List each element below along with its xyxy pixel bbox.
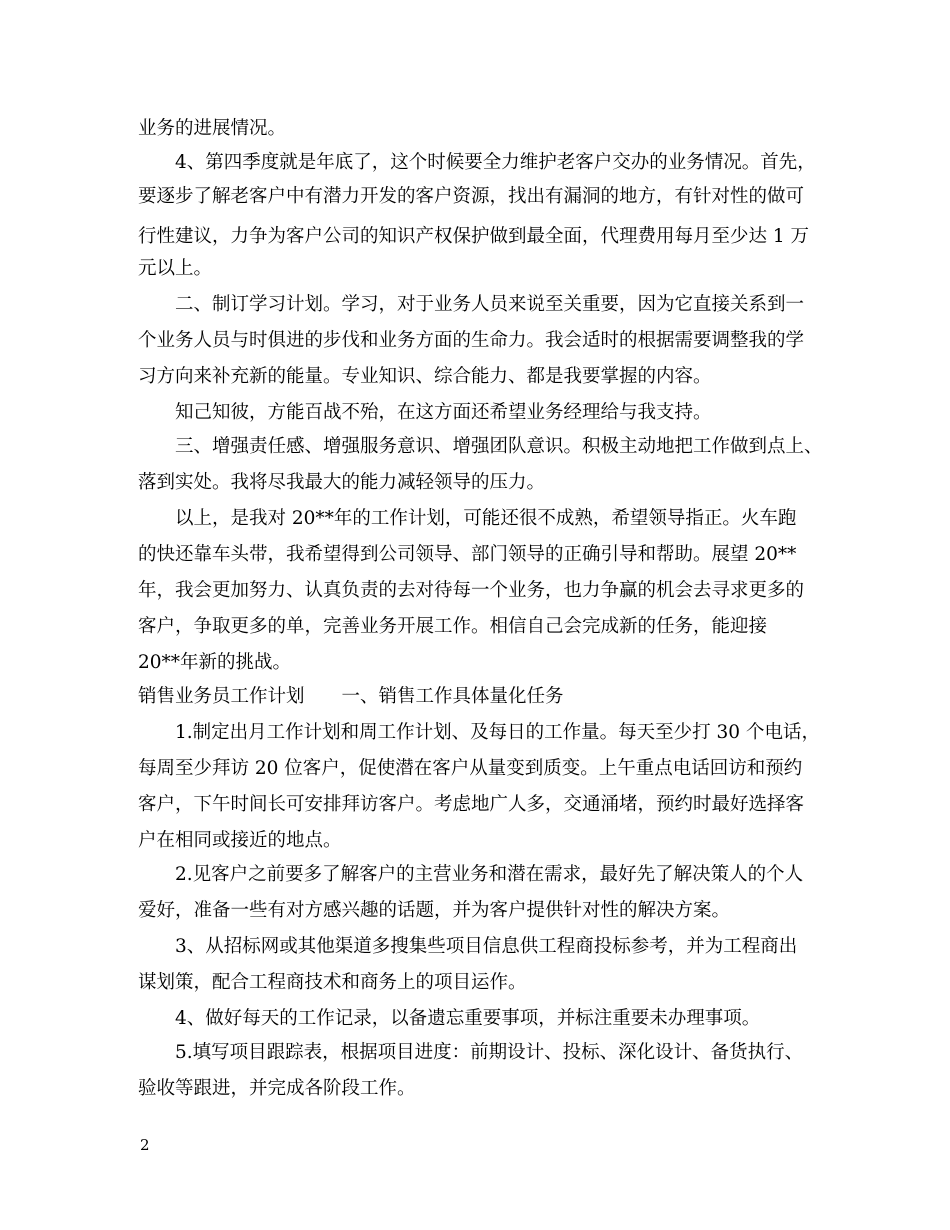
text-line: 客户，争取更多的单，完善业务开展工作。相信自己会完成新的任务，能迎接 [138, 616, 768, 637]
text-line: 习方向来补充新的能量。专业知识、综合能力、都是我要掌握的内容。 [138, 366, 712, 387]
text-line: 业务的进展情况。 [138, 118, 287, 139]
text-line: 知己知彼，方能百战不殆，在这方面还希望业务经理给与我支持。 [175, 402, 712, 423]
text-line: 谋划策，配合工程商技术和商务上的项目运作。 [138, 972, 527, 993]
text-line: 2.见客户之前要多了解客户的主营业务和潜在需求，最好先了解决策人的个人 [175, 864, 804, 885]
text-line: 年，我会更加努力、认真负责的去对待每一个业务，也力争赢的机会去寻求更多的 [138, 580, 805, 601]
text-line: 户在相同或接近的地点。 [138, 830, 342, 851]
text-line: 20**年新的挑战。 [138, 652, 292, 673]
text-line: 要逐步了解老客户中有潜力开发的客户资源，找出有漏洞的地方，有针对性的做可 [138, 186, 805, 207]
text-line: 3、从招标网或其他渠道多搜集些项目信息供工程商投标参考，并为工程商出 [175, 936, 798, 957]
text-line: 1.制定出月工作计划和周工作计划、及每日的工作量。每天至少打 30 个电话， [175, 722, 820, 743]
text-line: 二、制订学习计划。学习，对于业务人员来说至关重要，因为它直接关系到一 [175, 294, 805, 315]
text-line: 爱好，准备一些有对方感兴趣的话题，并为客户提供针对性的解决方案。 [138, 900, 731, 921]
page-number: 2 [140, 1136, 150, 1154]
text-line: 每周至少拜访 20 位客户，促使潜在客户从量变到质变。上午重点电话回访和预约 [138, 758, 803, 779]
text-line: 落到实处。我将尽我最大的能力减轻领导的压力。 [138, 472, 546, 493]
text-line: 的快还靠车头带，我希望得到公司领导、部门领导的正确引导和帮助。展望 20** [138, 544, 797, 565]
text-line: 元以上。 [138, 258, 213, 279]
text-line: 验收等跟进，并完成各阶段工作。 [138, 1078, 416, 1099]
text-line: 个业务人员与时俱进的步伐和业务方面的生命力。我会适时的根据需要调整我的学 [138, 330, 805, 351]
text-line: 以上，是我对 20**年的工作计划，可能还很不成熟，希望领导指正。火车跑 [175, 508, 797, 529]
section-heading: 销售业务员工作计划 一、销售工作具体量化任务 [138, 686, 564, 707]
text-line: 客户，下午时间长可安排拜访客户。考虑地广人多，交通涌堵，预约时最好选择客 [138, 794, 805, 815]
text-line: 三、增强责任感、增强服务意识、增强团队意识。积极主动地把工作做到点上、 [175, 436, 823, 457]
text-line: 4、做好每天的工作记录，以备遗忘重要事项，并标注重要未办理事项。 [175, 1008, 761, 1029]
text-line: 行性建议，力争为客户公司的知识产权保护做到最全面，代理费用每月至少达 1 万 [138, 226, 810, 247]
text-line: 5.填写项目跟踪表，根据项目进度：前期设计、投标、深化设计、备货执行、 [175, 1042, 804, 1063]
text-line: 4、第四季度就是年底了，这个时候要全力维护老客户交办的业务情况。首先， [175, 152, 816, 173]
